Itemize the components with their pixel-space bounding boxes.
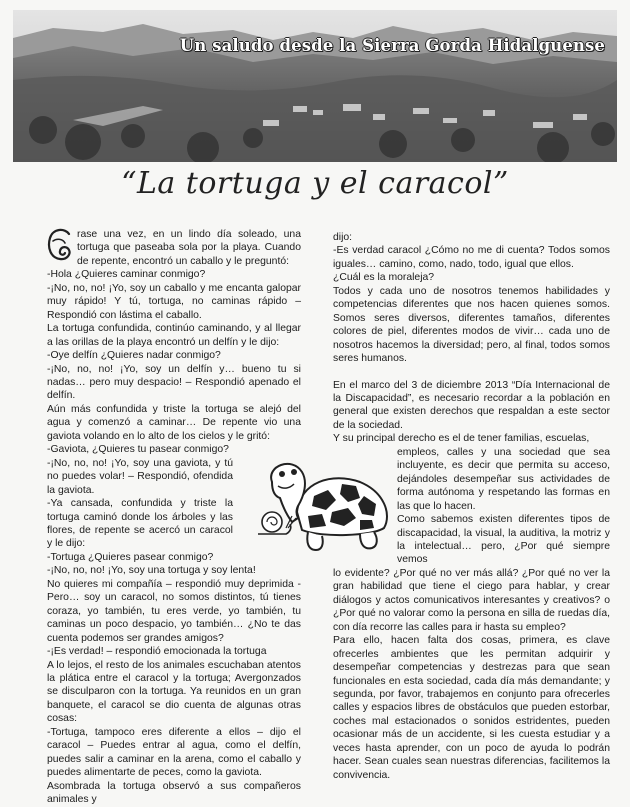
paragraph: Como sabemos existen diferentes tipos de discapacidad, la visual, la auditiva, la motriz y la intelectual… pero, ¿Por qué siempre vemos — [397, 514, 610, 566]
paragraph: Y su principal derecho es el de tener familias, escuelas, — [333, 433, 590, 445]
paragraph: rase una vez, en un lindo día soleado, una tortuga que paseaba sola por la playa. Cuando de repente, encontró un caballo y le preguntó: — [77, 229, 301, 267]
paragraph: -¡No, no, no! ¡Yo, soy una tortuga y soy lenta! — [47, 565, 256, 577]
indented-block — [397, 446, 610, 567]
turtle-icon — [271, 464, 387, 550]
paragraph: Asombrada la tortuga observó a sus compañeros animales y — [47, 780, 301, 806]
paragraph: En el marco del 3 de diciembre 2013 “Día Internacional de la Discapacidad”, es necesario recordar a la población en general que existen derechos que respaldan a este sector de la sociedad. — [333, 379, 610, 431]
paragraph: -Gaviota, ¿Quieres tu pasear conmigo? — [47, 444, 229, 456]
paragraph: Aún más confundida y triste la tortuga se alejó del agua y comenzó a caminar… De repente vio una gaviota volando en lo alto de los cielos y le gritó: — [47, 403, 301, 442]
paragraph: -Tortuga ¿Quieres pasear conmigo? — [47, 551, 214, 563]
paragraph: ¿Cuál es la moraleja? — [333, 272, 435, 284]
header-photo-banner — [13, 10, 617, 162]
paragraph: -¡Es verdad! – respondió emocionada la tortuga — [47, 646, 267, 658]
article-title: “La tortuga y el caracol” — [121, 166, 509, 201]
paragraph: -¡No, no, no! ¡Yo, soy un caballo y me encanta galopar muy rápido! Y tú, tortuga, no caminas rápido – Respondió con lástima el caballo. — [47, 282, 301, 321]
paragraph: -¡No, no, no! ¡Yo, soy un delfín y… bueno tu si nadas… pero muy despacio! – Respondió apenado el delfín. — [47, 363, 301, 402]
paragraph: -¡No, no, no! ¡Yo, soy una gaviota, y tú no puedes volar! – Respondió, ofendida la gaviota. — [47, 457, 233, 496]
paragraph: empleos, calles y una sociedad que sea incluyente, es decir que permita su acceso, dejándoles desempeñar sus actividades de forma autónoma y respetando las formas en las que lo hacen. — [397, 446, 610, 512]
paragraph: La tortuga confundida, continúo caminando, y al llegar a las orillas de la playa encontró un delfín y le dijo: — [47, 323, 301, 348]
banner-title: Un saludo desde la Sierra Gorda Hidalguense — [179, 36, 605, 55]
paragraph: dijo: — [333, 232, 353, 243]
drop-cap-letter-icon — [45, 226, 75, 264]
paragraph: -Es verdad caracol ¿Cómo no me di cuenta? Todos somos iguales… camino, como, nado, todo, igual que ellos. — [333, 245, 610, 270]
mountain-landscape-photo — [13, 10, 617, 162]
drop-cap — [45, 226, 73, 264]
paragraph: -Hola ¿Quieres caminar conmigo? — [47, 269, 206, 281]
paragraph: Todos y cada uno de nosotros tenemos habilidades y competencias diferentes que nos hacen quienes somos. Somos seres diversos, diferentes tamaños, diferentes colores de piel, diferentes modos de vivir… cada uno de nosotros hacemos la diversidad; pero, al final, todos somos seres humanos. — [333, 285, 610, 365]
paragraph: -Tortuga, tampoco eres diferente a ellos – dijo el caracol – Puedes entrar al agua, como el delfín, puedes salir a caminar en la arena, como el caballo y puedes alimentarte de peces, como la gaviota. — [47, 726, 301, 779]
paragraph: No quieres mi compañía – respondió muy deprimida -Pero… soy un caracol, no somos distintos, tú tienes coraza, yo también, tu eres verde, yo también, tu caminas un poco despacio, yo también… ¿No te das cuenta podemos ser grandes amigos? — [47, 578, 301, 644]
paragraph: lo evidente? ¿Por qué no ver más allá? ¿Por qué no ver la gran habilidad que tiene el ciego para hablar, y crear diálogos y actos comunicativos interesantes y creativos? o ¿Por qué no valorar como la persona en silla de ruedas día, con día recorre las calles para ir hasta su empleo? — [333, 567, 610, 633]
paragraph: -Oye delfín ¿Quieres nadar conmigo? — [47, 350, 221, 362]
paragraph: A lo lejos, el resto de los animales escuchaban atentos la plática entre el caracol y la tortuga; Avergonzados se disculparon con la tortuga. Ya reunidos en un gran banquete, el caracol se dio cuenta de algunas otras cosas: — [47, 659, 301, 725]
paragraph: Para ello, hacen falta dos cosas, primera, es clave ofrecerles ambientes que les permitan adquirir y desempeñar competencias y destrezas para que sean funcionales en esta sociedad, cada día más demandante; y segunda, por favor, trabajemos en conjunto para ofrecerles calles y espacios libres de obstáculos que pueden estorbar, coches mal estacionados o sonidos estridentes, pueden ocasionar más de un accidente, si les cuesta estudiar y a veces hasta aprender, con un poco de ayuda lo podrán hacer. Sean cuales sean nuestras diferencias, facilitemos la convivencia. — [333, 635, 610, 781]
turtle-snail-illustration — [252, 452, 397, 562]
paragraph: -Ya cansada, confundida y triste la tortuga caminó donde los árboles y las flores, de repente se acercó un caracol y le dijo: — [47, 498, 233, 550]
